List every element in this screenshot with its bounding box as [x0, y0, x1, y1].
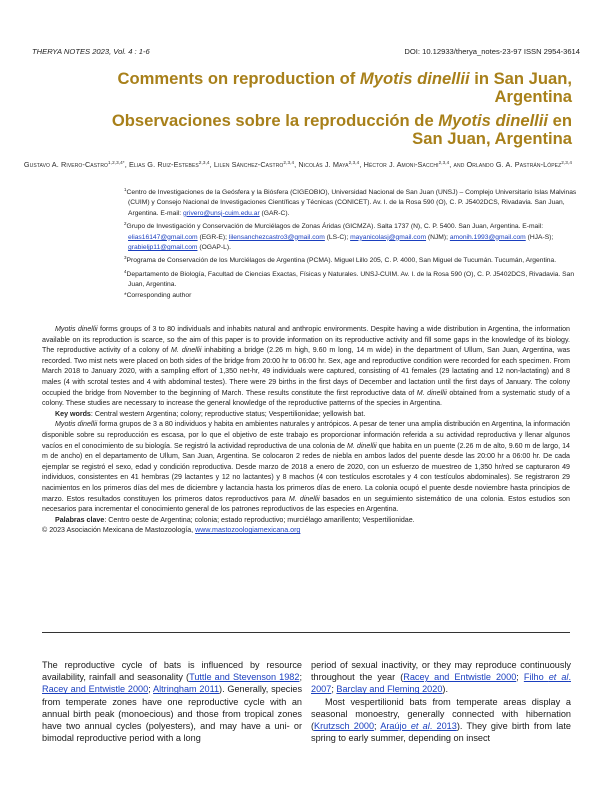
citation-part: et al — [410, 721, 430, 732]
author-affiliation-marker: 2,3,4 — [438, 160, 450, 165]
species-name: M. dinellii — [347, 441, 377, 450]
author-name: Orlando G. A. Pastrán-López — [466, 160, 562, 169]
email-link[interactable]: amonih.1993@gmail.com — [449, 233, 526, 241]
species-name: M. dinellii — [416, 388, 447, 397]
affiliation-text: Departamento de Biología, Facultad de Ciencias Exactas, Físicas y Naturales. UNSJ-CUIM. Av. I. de la Rosa 590 (O), C. P. J5402DCS, Rivadavia. San Juan, Argentina. — [126, 270, 575, 289]
affiliation-text: (OGAP-L). — [197, 244, 231, 252]
body-paragraph — [311, 696, 571, 745]
affiliation-number: 1 — [124, 187, 127, 192]
author-list — [12, 156, 572, 171]
citation-link[interactable] — [380, 721, 457, 731]
author-name: Elias G. Ruiz-Estebes — [128, 160, 199, 169]
abstract-spanish — [42, 419, 570, 514]
title-en-species: Myotis dinellii — [359, 69, 470, 88]
abstract-text: obtained from a systematic study of a colony. These studies are necessary to increase the general knowledge of the reproductive patterns of the species in Argentina. — [42, 388, 570, 408]
affiliation-number: 3 — [124, 255, 127, 261]
citation-link[interactable]: Altringham 2011 — [153, 684, 220, 695]
separator: , — [359, 160, 364, 169]
title-english — [102, 70, 572, 105]
citation-link[interactable]: Racey and Entwistle 2000 — [403, 672, 517, 683]
body-text: period of sexual inactivity, or they may reproduce continuously throughout the year ( — [311, 660, 571, 683]
copyright-notice — [42, 525, 570, 536]
body-text: ). They give birth from late spring to early summer, depending on insect — [311, 721, 571, 744]
citation-link[interactable]: Racey and Entwistle 2000 — [42, 684, 149, 695]
affiliation-4 — [119, 267, 579, 291]
author-name: Héctor J. Amoni-Sacchi — [363, 160, 439, 169]
affiliation-text: (EGR-E); — [197, 233, 229, 241]
affiliation-text: (GAR-C). — [259, 209, 290, 217]
author-affiliation-marker: 2,3,4 — [348, 160, 360, 165]
author-name: Nicolás J. Maya — [298, 160, 349, 169]
abstract-english — [42, 324, 570, 409]
abstract-text: forma grupos de 3 a 80 individuos y habita en ambientes naturales y antrópicos. A pesar de tener una amplia distribución en Argentina, la información disponible sobre su reproducción es escasa, por lo que el objetivo de este trabajo es proporcionar información referida a su actividad reproductiva y llenar algunos vacíos en el conocimiento de su biología. Se registró la actividad reproductiva de una colonia de — [42, 420, 570, 450]
body-text: ). Generally, species from temperate zones have one reproductive cycle with an annual birth peak (monoecious) and those from tropical zones have two annual cycles (polyesters), and may have a uni- or bimodal reproductive period with a long — [42, 684, 303, 744]
citation-part: . 2007 — [311, 672, 571, 695]
title-es-pre: Observaciones sobre la reproducción de — [111, 111, 439, 130]
author-name: Gustavo A. Rivero-Castro — [23, 160, 109, 169]
citation-part: . 2013 — [429, 721, 457, 732]
affiliation-number: 4 — [124, 268, 127, 274]
affiliation-text: (NJM); — [426, 233, 450, 241]
author-affiliation-marker: 1,2,3,4* — [108, 160, 125, 165]
abstract-text: basados en un seguimiento sistemático de una colonia. Estos estudios son necesarios para incrementar el conocimiento general de los patrones reproductivos de las especies en Argentina. — [42, 494, 570, 514]
author-conjunction: and — [453, 160, 467, 169]
body-text: ; — [374, 721, 381, 732]
title-es-species: Myotis dinellii — [438, 111, 549, 130]
email-link[interactable]: lilensanchezcastro3@gmail.com — [228, 233, 325, 241]
keywords-english — [42, 409, 570, 420]
citation-link[interactable]: Barclay and Fleming 2020 — [336, 684, 443, 695]
doi-issn-header: DOI: 10.12933/therya_notes-23-97 ISSN 2954-3614 — [404, 47, 580, 56]
author-affiliation-marker: 2,3,4 — [198, 160, 210, 165]
body-text: Most vespertilionid bats from temperate areas display a seasonal monoestry, generally connected with hibernation ( — [311, 696, 571, 732]
email-link[interactable]: mayanicolasj@gmail.com — [350, 233, 427, 241]
copyright-text: © 2023 Asociación Mexicana de Mastozoología, — [42, 526, 196, 535]
author-name: Lilen Sánchez-Castro — [213, 160, 284, 169]
affiliations — [119, 185, 579, 301]
affiliation-3 — [119, 253, 579, 266]
species-name: M. dinellii — [171, 346, 202, 355]
separator: , — [294, 160, 299, 169]
separator: , — [209, 160, 214, 169]
body-paragraph — [42, 659, 302, 744]
email-link[interactable]: grivero@unsj-cuim.edu.ar — [183, 209, 260, 217]
keywords-label: Palabras clave — [55, 515, 105, 524]
website-link[interactable]: www.mastozoologiamexicana.org — [195, 526, 301, 535]
body-text: ; — [516, 672, 524, 683]
journal-header: THERYA NOTES 2023, Vol. 4 : 1-6 — [32, 47, 150, 56]
body-column-right — [311, 659, 571, 744]
affiliation-text: Programa de Conservación de los Murciélagos de Argentina (PCMA). Miguel Lillo 205, C. P. 4000, San Miguel de Tucumán. Tucumán, Argentina. — [126, 257, 557, 265]
title-spanish — [102, 112, 572, 147]
abstract-text: forms groups of 3 to 80 individuals and inhabits natural and anthropic environments. Despite having a wide distribution in Argentina, the information available on its reproduction is scarce, so the aim of this paper is to provide information on its reproductive activity and fill some gaps in the knowledge of its biology. The reproductive activity of a colony of — [42, 325, 570, 355]
affiliation-text: (HJA-S); — [525, 233, 554, 241]
author-affiliation-marker: 2,3,4 — [561, 160, 572, 165]
title-en-pre: Comments on reproduction of — [117, 69, 360, 88]
body-text: The reproductive cycle of bats is influenced by resource availability, rainfall and seasonality ( — [42, 660, 302, 683]
citation-part: et al — [548, 672, 569, 683]
species-name: M. dinellii — [288, 494, 320, 503]
keywords-label: Key words — [55, 409, 91, 418]
separator: , — [449, 160, 454, 169]
title-en-post: in San Juan, Argentina — [469, 69, 572, 106]
body-text: ; — [331, 684, 337, 695]
citation-link[interactable]: Tuttle and Stevenson 1982 — [189, 672, 300, 683]
keywords-spanish — [42, 515, 570, 526]
email-link[interactable]: elias16147@gmail.com — [128, 233, 198, 241]
section-divider — [42, 632, 570, 633]
body-paragraph — [311, 659, 571, 696]
body-text: ; — [148, 684, 154, 695]
affiliation-number: 2 — [124, 221, 127, 227]
species-name: Myotis dinellii — [55, 325, 98, 333]
keywords-text: : Centro oeste de Argentina; colonia; estado reproductivo; murciélago amarillento; Vespertilionidae. — [104, 515, 415, 524]
body-column-left — [42, 659, 302, 744]
citation-part: Filho — [523, 672, 549, 683]
abstract-block — [42, 324, 570, 536]
affiliation-1 — [119, 185, 579, 219]
affiliation-text: Grupo de Investigación y Conservación de Murciélagos de Zonas Áridas (GICMZA). Salta 1737 (N), C. P. 5400. San Juan, Argentina. E-mail: — [126, 223, 544, 231]
abstract-text: inhabiting a bridge (2.26 m high, 9.60 m long, 14 m wide) in the department of Ullum, San Juan, Argentina, was recorded. Two mist nets were placed on both sides of the bridge from 20:00 hr to 06:00 hr. Sex, age and reproductive condition were recorded for each specimen. From March 2018 to January 2020, with a sampling effort of 1,350 net-hr, 49 individuals were captured, consisting of 41 females (29 lactating and 12 non-lactating) and 8 males (4 with scrotal testes and 4 with abdominal testes). There were 29 births in the first days of December and lactation until the first days of January. The colony occupied the bridge from November to the beginning of March. These results constitute the first reproductive data of — [42, 346, 570, 397]
citation-link[interactable]: Krutzsch 2000 — [314, 721, 375, 732]
separator: , — [124, 160, 129, 169]
species-name: Myotis dinellii — [55, 420, 98, 429]
abstract-text: que habita en un puente (2.26 m de alto, 9.60 m de largo, 14 m de ancho) en el departamento de Ullum, San Juan, Argentina. Se colocaron 2 redes de niebla en ambos lados del puente desde las 20:00 hr a 06:00 hr. De cada ejemplar se registró el sexo, edad y condición reproductiva. Desde marzo de 2018 a enero de 2020, con un esfuerzo de muestreo de 1,350 hr/red se capturaron 49 individuos, consistentes en 41 hembras (29 lactantes y 12 no lactantes) y 8 machos (4 con testículos escrotales y 4 con testículos abdominales). Se registraron 29 nacimientos en los primeros días del mes de diciembre y lactancia hasta los primeros días de enero. La colonia ocupó el puente desde noviembre hasta principios de marzo. Estos resultados constituyen los primeros datos reproductivos para — [42, 441, 570, 503]
corresponding-author-note: *Corresponding author — [124, 291, 192, 299]
title-es-post: en San Juan, Argentina — [412, 111, 572, 148]
citation-part: Araújo — [380, 721, 411, 732]
email-link[interactable]: grabieljp11@gmail.com — [128, 244, 198, 252]
affiliation-2 — [119, 219, 579, 253]
affiliation-text: Centro de Investigaciones de la Geósfera y la Biósfera (CIGEOBIO), Universidad Nacional de San Juan (UNSJ) – Complejo Universitario Islas Malvinas (CUIM) y Consejo Nacional de Investigaciones Científicas y Técnicas (CONICET). Av. I. de la Rosa 590 (O), C. P. J5402DCS, Rivadavia. San Juan, Argentina. E-mail: — [126, 189, 577, 217]
body-text: ; — [299, 672, 302, 683]
keywords-text: : Central western Argentina; colony; reproductive status; Vespertilionidae; yellowish bat. — [90, 409, 366, 418]
author-affiliation-marker: 2,3,4 — [283, 160, 295, 165]
affiliation-text: (LS-C); — [324, 233, 351, 241]
body-text: ). — [442, 684, 448, 695]
